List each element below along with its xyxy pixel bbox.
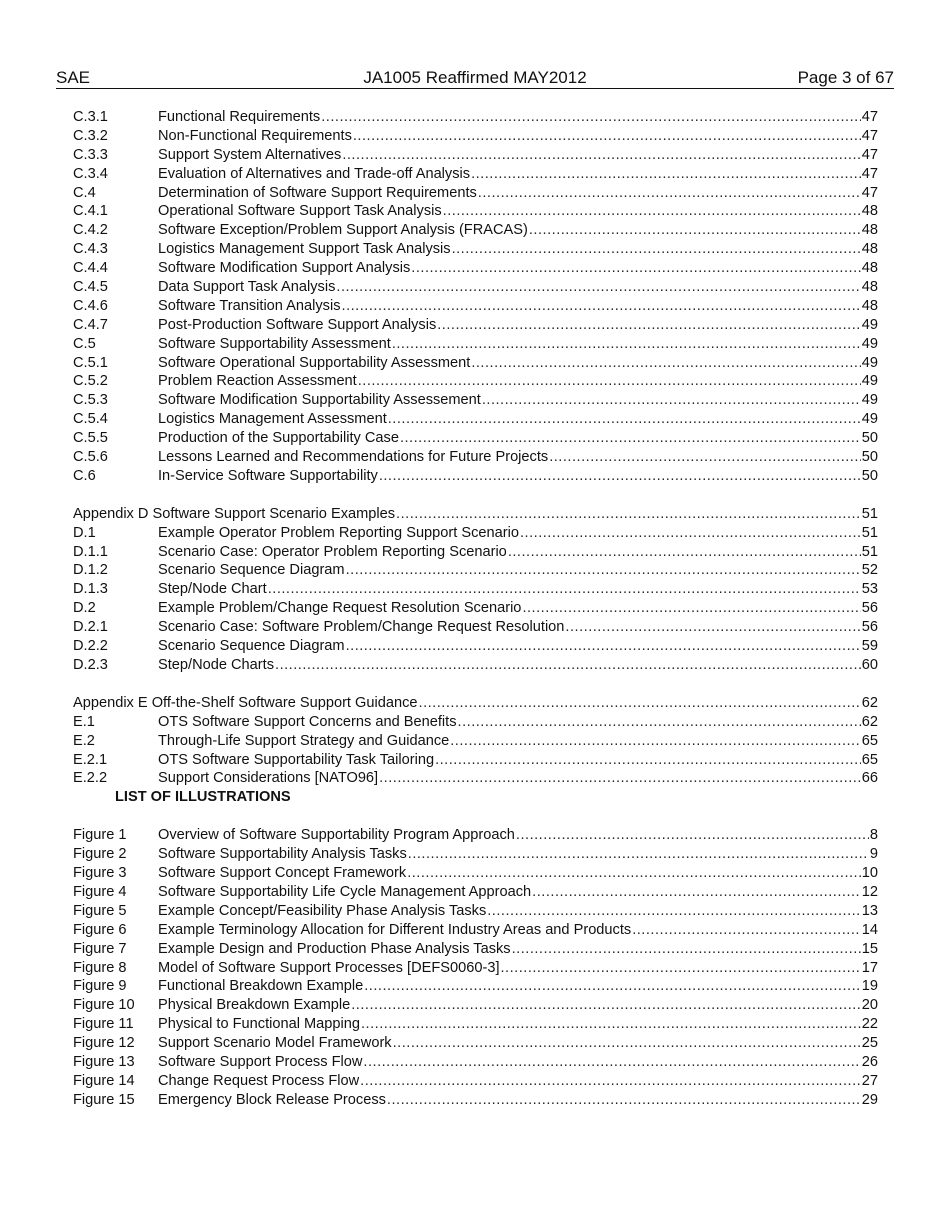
toc-entry-page: 25	[861, 1035, 878, 1052]
toc-entry-title: Appendix E Off-the-Shelf Software Support Guidance	[73, 694, 418, 711]
toc-entry-number: C.4.2	[73, 222, 108, 239]
toc-entry-title: Production of the Supportability Case	[158, 430, 399, 447]
dot-leader	[522, 599, 860, 618]
dot-leader	[342, 146, 860, 165]
toc-entry-number: C.5.2	[73, 373, 108, 390]
header-org: SAE	[56, 68, 91, 87]
dot-leader	[482, 391, 861, 410]
dot-leader	[336, 278, 860, 297]
toc-entry-page: 59	[861, 638, 878, 655]
toc-entry-title: Software Supportability Analysis Tasks	[158, 846, 407, 863]
toc-entry-title: Physical to Functional Mapping	[158, 1016, 360, 1033]
dot-leader	[342, 297, 861, 316]
dot-leader	[478, 184, 861, 203]
toc-entry-title: Model of Software Support Processes [DEFS0060-3]	[158, 959, 500, 976]
dot-leader	[501, 959, 861, 978]
dot-leader	[516, 826, 869, 845]
section-spacer	[73, 807, 878, 826]
toc-entry-title: In-Service Software Supportability	[158, 467, 378, 484]
toc-entry-number: C.5.4	[73, 411, 108, 428]
toc-entry[interactable]	[73, 108, 878, 127]
toc-entry-title: Step/Node Chart	[158, 581, 267, 598]
dot-leader	[351, 996, 861, 1015]
dot-leader	[363, 1053, 860, 1072]
page-header	[56, 68, 894, 89]
toc-entry-number: C.4.7	[73, 316, 108, 333]
figure-entry[interactable]	[73, 883, 878, 902]
figure-entry[interactable]	[73, 977, 878, 996]
toc-entry[interactable]	[73, 391, 878, 410]
toc-entry-title: OTS Software Supportability Task Tailoring	[158, 751, 435, 768]
toc-entry-page: 49	[861, 316, 878, 333]
toc-entry-page: 65	[861, 732, 878, 749]
toc-entry-number: D.2.2	[73, 638, 108, 655]
toc-entry-page: 49	[861, 411, 878, 428]
toc-entry-page: 47	[861, 165, 878, 182]
toc-entry-title: OTS Software Support Concerns and Benefits	[158, 713, 457, 730]
toc-entry-title: Support Considerations [NATO96]	[158, 770, 379, 787]
dot-leader	[471, 354, 860, 373]
toc-entry[interactable]	[73, 599, 878, 618]
toc-entry-number: E.1	[73, 713, 95, 730]
toc-entry[interactable]	[73, 316, 878, 335]
toc-entry-number: Figure 8	[73, 959, 127, 976]
dot-leader	[387, 1091, 861, 1110]
toc-entry-title: Software Supportability Assessment	[158, 335, 391, 352]
figure-entry[interactable]	[73, 1034, 878, 1053]
dot-leader	[321, 108, 861, 127]
toc-entry-title: Software Support Process Flow	[158, 1053, 363, 1070]
toc-entry-title: Software Exception/Problem Support Analysis (FRACAS)	[158, 222, 528, 239]
dot-leader	[529, 221, 861, 240]
toc-entry-number: C.3.4	[73, 165, 108, 182]
toc-entry-number: Figure 7	[73, 940, 127, 957]
toc-entry[interactable]	[73, 656, 878, 675]
toc-entry-number: E.2.2	[73, 770, 108, 787]
toc-entry-number: D.1.2	[73, 562, 108, 579]
toc-entry-title: Data Support Task Analysis	[158, 279, 336, 296]
table-of-contents	[73, 108, 878, 1110]
toc-entry-title: Appendix D Software Support Scenario Examples	[73, 505, 396, 522]
dot-leader	[400, 429, 861, 448]
appendix-e-entry[interactable]	[73, 694, 878, 713]
toc-entry[interactable]	[73, 618, 878, 637]
toc-entry[interactable]	[73, 127, 878, 146]
toc-entry-title: Problem Reaction Assessment	[158, 373, 357, 390]
toc-entry-number: Figure 2	[73, 846, 127, 863]
toc-entry-title: Scenario Sequence Diagram	[158, 562, 345, 579]
toc-entry-title: Functional Requirements	[158, 109, 321, 125]
toc-entry-page: 60	[861, 656, 878, 673]
figure-entry[interactable]	[73, 1053, 878, 1072]
toc-entry-number: D.2	[73, 600, 96, 617]
toc-entry[interactable]	[73, 165, 878, 184]
toc-entry[interactable]	[73, 543, 878, 562]
figure-entry[interactable]	[73, 996, 878, 1015]
toc-entry[interactable]	[73, 751, 878, 770]
toc-entry-page: 47	[861, 109, 878, 125]
toc-entry-page: 51	[861, 524, 878, 541]
toc-entry-page: 65	[861, 751, 878, 768]
toc-entry[interactable]	[73, 429, 878, 448]
dot-leader	[437, 316, 861, 335]
figure-entry[interactable]	[73, 959, 878, 978]
toc-entry-page: 26	[861, 1053, 878, 1070]
toc-entry-title: Lessons Learned and Recommendations for Future Projects	[158, 449, 549, 466]
toc-entry-title: Scenario Sequence Diagram	[158, 638, 345, 655]
toc-entry[interactable]	[73, 637, 878, 656]
toc-entry-number: C.5.5	[73, 430, 108, 447]
toc-entry-number: Figure 15	[73, 1091, 135, 1108]
toc-entry-number: D.1.1	[73, 543, 108, 560]
toc-entry-page: 48	[861, 297, 878, 314]
toc-entry-page: 50	[861, 467, 878, 484]
toc-entry-title: Support Scenario Model Framework	[158, 1035, 392, 1052]
toc-entry-page: 51	[861, 505, 878, 522]
toc-entry-number: Figure 5	[73, 902, 127, 919]
toc-entry-number: Figure 12	[73, 1035, 135, 1052]
toc-entry-page: 49	[861, 392, 878, 409]
toc-entry-title: Support System Alternatives	[158, 146, 342, 163]
toc-entry-page: 10	[861, 865, 878, 882]
dot-leader	[408, 845, 869, 864]
dot-leader	[364, 977, 861, 996]
toc-entry-number: C.4.1	[73, 203, 108, 220]
dot-leader	[632, 921, 861, 940]
toc-entry-page: 48	[861, 241, 878, 258]
dot-leader	[512, 940, 861, 959]
dot-leader	[443, 202, 861, 221]
toc-entry-title: Step/Node Charts	[158, 656, 275, 673]
section-spacer	[73, 486, 878, 505]
dot-leader	[458, 713, 861, 732]
dot-leader	[358, 372, 861, 391]
toc-entry-page: 52	[861, 562, 878, 579]
toc-entry-title: Software Support Concept Framework	[158, 865, 407, 882]
toc-entry-title: Logistics Management Support Task Analysis	[158, 241, 451, 258]
dot-leader	[487, 902, 861, 921]
toc-entry-title: Software Transition Analysis	[158, 297, 341, 314]
dot-leader	[346, 637, 861, 656]
header-page-number: Page 3 of 67	[797, 68, 894, 87]
toc-entry[interactable]	[73, 259, 878, 278]
dot-leader	[346, 561, 861, 580]
dot-leader	[532, 883, 861, 902]
toc-entry-title: Software Operational Supportability Assessment	[158, 354, 471, 371]
toc-entry[interactable]	[73, 278, 878, 297]
toc-entry-page: 47	[861, 184, 878, 201]
dot-leader	[392, 335, 861, 354]
toc-entry-page: 49	[861, 373, 878, 390]
toc-entry-page: 20	[861, 997, 878, 1014]
toc-entry[interactable]	[73, 202, 878, 221]
toc-entry[interactable]	[73, 297, 878, 316]
figure-entry[interactable]	[73, 826, 878, 845]
dot-leader	[407, 864, 861, 883]
toc-entry-number: C.5.3	[73, 392, 108, 409]
toc-entry-number: Figure 6	[73, 921, 127, 938]
toc-entry-number: D.1.3	[73, 581, 108, 598]
toc-entry-number: Figure 14	[73, 1072, 135, 1089]
list-of-illustrations-heading: LIST OF ILLUSTRATIONS	[115, 789, 291, 806]
dot-leader	[360, 1072, 861, 1091]
toc-entry-title: Post-Production Software Support Analysis	[158, 316, 437, 333]
toc-entry-page: 29	[861, 1091, 878, 1108]
toc-entry-number: D.1	[73, 524, 96, 541]
dot-leader	[393, 1034, 861, 1053]
toc-entry-title: Example Concept/Feasibility Phase Analysis Tasks	[158, 902, 487, 919]
toc-entry[interactable]	[73, 713, 878, 732]
toc-entry-title: Example Operator Problem Reporting Support Scenario	[158, 524, 519, 541]
toc-entry-title: Emergency Block Release Process	[158, 1091, 386, 1108]
toc-entry-page: 48	[861, 279, 878, 296]
toc-entry-title: Through-Life Support Strategy and Guidance	[158, 732, 450, 749]
toc-entry-number: C.6	[73, 467, 96, 484]
toc-entry-page: 62	[861, 694, 878, 711]
toc-entry[interactable]	[73, 467, 878, 486]
toc-entry-number: C.4.6	[73, 297, 108, 314]
toc-entry-page: 47	[861, 146, 878, 163]
dot-leader	[549, 448, 861, 467]
toc-entry[interactable]	[73, 335, 878, 354]
toc-entry-number: C.3.3	[73, 146, 108, 163]
figure-entry[interactable]	[73, 940, 878, 959]
toc-entry-page: 49	[861, 335, 878, 352]
toc-entry-page: 51	[861, 543, 878, 560]
toc-entry-title: Scenario Case: Software Problem/Change Request Resolution	[158, 619, 565, 636]
dot-leader	[275, 656, 861, 675]
toc-entry-page: 8	[869, 827, 878, 844]
figure-entry[interactable]	[73, 1091, 878, 1110]
toc-entry[interactable]	[73, 769, 878, 788]
toc-entry[interactable]	[73, 524, 878, 543]
toc-entry-page: 47	[861, 127, 878, 144]
toc-entry[interactable]	[73, 410, 878, 429]
toc-entry-title: Functional Breakdown Example	[158, 978, 364, 995]
dot-leader	[396, 505, 861, 524]
toc-entry-title: Example Design and Production Phase Analysis Tasks	[158, 940, 511, 957]
toc-entry-page: 56	[861, 600, 878, 617]
toc-entry-number: C.3.1	[73, 109, 108, 125]
toc-entry-title: Non-Functional Requirements	[158, 127, 352, 144]
toc-entry-page: 9	[869, 846, 878, 863]
dot-leader	[361, 1015, 861, 1034]
toc-entry-page: 14	[861, 921, 878, 938]
figure-entry[interactable]	[73, 902, 878, 921]
toc-entry-title: Change Request Process Flow	[158, 1072, 360, 1089]
toc-entry-page: 15	[861, 940, 878, 957]
figure-entry[interactable]	[73, 864, 878, 883]
dot-leader	[388, 410, 861, 429]
dot-leader	[565, 618, 860, 637]
toc-entry-title: Software Supportability Life Cycle Management Approach	[158, 883, 532, 900]
toc-entry-page: 62	[861, 713, 878, 730]
toc-entry-number: Figure 11	[73, 1016, 134, 1033]
header-doc-id: JA1005 Reaffirmed MAY2012	[363, 68, 587, 87]
dot-leader	[419, 694, 861, 713]
toc-entry-title: Operational Software Support Task Analysis	[158, 203, 442, 220]
toc-entry-title: Evaluation of Alternatives and Trade-off Analysis	[158, 165, 471, 182]
toc-entry-page: 49	[861, 354, 878, 371]
toc-entry-number: C.4.5	[73, 279, 108, 296]
toc-entry-title: Physical Breakdown Example	[158, 997, 351, 1014]
figure-entry[interactable]	[73, 921, 878, 940]
toc-entry-number: C.3.2	[73, 127, 108, 144]
toc-entry-page: 48	[861, 222, 878, 239]
dot-leader	[520, 524, 861, 543]
dot-leader	[435, 751, 861, 770]
toc-entry[interactable]	[73, 580, 878, 599]
toc-entry-title: Determination of Software Support Requirements	[158, 184, 477, 201]
toc-entry-number: C.4.4	[73, 260, 108, 277]
toc-entry-number: D.2.3	[73, 656, 108, 673]
figure-entry[interactable]	[73, 1015, 878, 1034]
appendix-d-entry[interactable]	[73, 505, 878, 524]
toc-entry-number: C.4	[73, 184, 96, 201]
toc-entry-number: Figure 13	[73, 1053, 135, 1070]
toc-entry[interactable]	[73, 184, 878, 203]
dot-leader	[411, 259, 860, 278]
toc-entry-title: Example Problem/Change Request Resolution Scenario	[158, 600, 522, 617]
toc-entry-page: 48	[861, 260, 878, 277]
toc-entry-number: E.2	[73, 732, 95, 749]
toc-entry-page: 12	[861, 883, 878, 900]
toc-entry-number: Figure 9	[73, 978, 127, 995]
toc-entry-page: 19	[861, 978, 878, 995]
toc-entry-title: Software Modification Supportability Assessement	[158, 392, 481, 409]
toc-entry-page: 50	[861, 449, 878, 466]
figure-entry[interactable]	[73, 845, 878, 864]
toc-entry[interactable]	[73, 448, 878, 467]
toc-entry[interactable]	[73, 146, 878, 165]
toc-entry-number: C.5.6	[73, 449, 108, 466]
dot-leader	[471, 165, 861, 184]
toc-entry[interactable]	[73, 732, 878, 751]
toc-entry[interactable]	[73, 240, 878, 259]
toc-entry[interactable]	[73, 354, 878, 373]
toc-entry-number: C.4.3	[73, 241, 108, 258]
toc-entry-page: 22	[861, 1016, 878, 1033]
toc-entry-page: 50	[861, 430, 878, 447]
section-spacer	[73, 675, 878, 694]
toc-entry-page: 48	[861, 203, 878, 220]
dot-leader	[379, 467, 861, 486]
toc-entry-page: 17	[861, 959, 878, 976]
toc-entry-number: Figure 4	[73, 883, 127, 900]
dot-leader	[450, 732, 861, 751]
toc-entry-title: Example Terminology Allocation for Different Industry Areas and Products	[158, 921, 632, 938]
toc-entry-number: Figure 10	[73, 997, 135, 1014]
toc-entry-page: 66	[861, 770, 878, 787]
toc-entry-page: 56	[861, 619, 878, 636]
toc-entry-title: Scenario Case: Operator Problem Reporting Scenario	[158, 543, 507, 560]
toc-entry-number: Figure 1	[73, 827, 127, 844]
dot-leader	[379, 769, 861, 788]
toc-entry-title: Software Modification Support Analysis	[158, 260, 411, 277]
dot-leader	[508, 543, 861, 562]
toc-entry-number: Figure 3	[73, 865, 127, 882]
toc-entry[interactable]	[73, 372, 878, 391]
toc-entry-number: C.5	[73, 335, 96, 352]
figure-entry[interactable]	[73, 1072, 878, 1091]
dot-leader	[353, 127, 861, 146]
dot-leader	[452, 240, 861, 259]
toc-entry-number: D.2.1	[73, 619, 108, 636]
toc-entry-page: 13	[861, 902, 878, 919]
toc-entry-title: Logistics Management Assessment	[158, 411, 387, 428]
toc-entry-page: 27	[861, 1072, 878, 1089]
toc-entry[interactable]	[73, 221, 878, 240]
toc-entry-title: Overview of Software Supportability Program Approach	[158, 827, 515, 844]
toc-entry-page: 53	[861, 581, 878, 598]
dot-leader	[268, 580, 861, 599]
toc-entry-number: E.2.1	[73, 751, 108, 768]
toc-entry[interactable]	[73, 561, 878, 580]
toc-entry-number: C.5.1	[73, 354, 108, 371]
